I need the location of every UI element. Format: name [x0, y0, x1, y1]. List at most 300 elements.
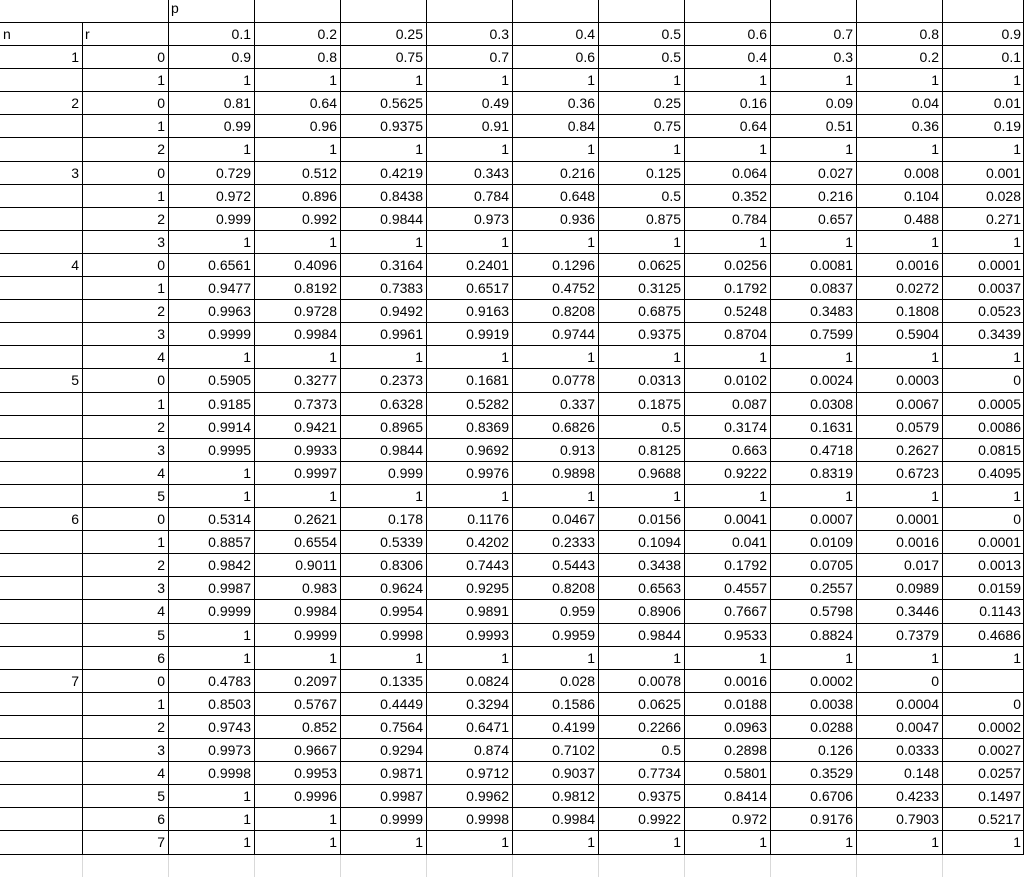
cumulative-probability: 0.3125	[638, 280, 681, 296]
cumulative-probability: 0.337	[559, 395, 595, 412]
cumulative-probability: 0.2898	[724, 742, 767, 758]
cumulative-probability: 0.6328	[380, 395, 423, 412]
cumulative-probability: 0.0156	[638, 511, 681, 527]
cumulative-probability: 0.9997	[294, 464, 337, 481]
cumulative-probability: 1	[243, 141, 251, 158]
r-value: 4	[157, 464, 165, 481]
cumulative-probability: 0.0256	[724, 256, 767, 273]
cumulative-probability: 0.9898	[552, 464, 595, 481]
cumulative-probability: 0.9998	[208, 765, 251, 782]
grid-column-line	[168, 0, 169, 855]
cumulative-probability: 0.7102	[552, 742, 595, 758]
cumulative-probability: 0.1143	[979, 603, 1021, 620]
cumulative-probability: 0.64	[309, 95, 337, 112]
cumulative-probability: 1	[329, 72, 337, 89]
cumulative-probability: 1	[673, 141, 681, 158]
cumulative-probability: 0.913	[559, 441, 595, 458]
cumulative-probability: 1	[931, 487, 939, 504]
cumulative-probability: 0.5904	[896, 326, 939, 343]
cumulative-probability: 0.4686	[978, 626, 1021, 643]
cumulative-probability: 0.6554	[294, 534, 337, 551]
cumulative-probability: 1	[243, 233, 251, 250]
cumulative-probability: 0.9477	[208, 280, 251, 296]
cumulative-probability: 0.8369	[466, 418, 509, 435]
cumulative-probability: 0.9963	[208, 303, 251, 320]
cumulative-probability: 0.7383	[380, 280, 423, 296]
cumulative-probability: 1	[931, 141, 939, 158]
cumulative-probability: 0.1497	[978, 788, 1021, 805]
cumulative-probability: 0.09	[825, 95, 853, 112]
cumulative-probability: 0.8857	[208, 534, 251, 551]
cumulative-probability: 1	[1013, 72, 1021, 89]
cumulative-probability: 0.2333	[552, 534, 595, 551]
cumulative-probability: 0.6561	[208, 256, 251, 273]
cumulative-probability: 0.343	[473, 164, 509, 181]
r-value: 0	[157, 164, 165, 181]
cumulative-probability: 0.973	[473, 210, 509, 227]
cumulative-probability: 0.9844	[638, 626, 681, 643]
cumulative-probability: 0.999	[387, 464, 423, 481]
r-value: 7	[157, 834, 165, 851]
r-value: 4	[157, 765, 165, 782]
cumulative-probability: 0.216	[817, 187, 853, 204]
cumulative-probability: 0.0579	[896, 418, 939, 435]
cumulative-probability: 0.9176	[810, 811, 853, 828]
cumulative-probability: 0.8192	[294, 280, 337, 296]
cumulative-probability: 0.999	[215, 210, 251, 227]
cumulative-probability: 0.9688	[638, 464, 681, 481]
cumulative-probability: 0.9421	[294, 418, 337, 435]
cumulative-probability: 0.0625	[638, 695, 681, 712]
cumulative-probability: 0.0308	[810, 395, 853, 412]
cumulative-probability: 0.36	[911, 118, 939, 135]
cumulative-probability: 1	[673, 233, 681, 250]
cumulative-probability: 0.8	[317, 49, 337, 65]
r-value: 2	[157, 418, 165, 435]
cumulative-probability: 0.1296	[552, 256, 595, 273]
r-value: 6	[157, 811, 165, 828]
cumulative-probability: 0.7443	[466, 557, 509, 574]
cumulative-probability: 0.4752	[552, 280, 595, 296]
cumulative-probability: 0.064	[731, 164, 767, 181]
r-value: 3	[157, 233, 165, 250]
cumulative-probability: 0.2557	[810, 580, 853, 597]
cumulative-probability: 0.5443	[552, 557, 595, 574]
cumulative-probability: 1	[931, 72, 939, 89]
cumulative-probability: 1	[673, 349, 681, 366]
cumulative-probability: 0.983	[301, 580, 337, 597]
cumulative-probability: 1	[759, 834, 767, 851]
cumulative-probability: 0.992	[301, 210, 337, 227]
cumulative-probability: 0.1808	[896, 303, 939, 320]
cumulative-probability: 0.5798	[810, 603, 853, 620]
cumulative-probability: 0.1	[1001, 49, 1021, 65]
cumulative-probability: 0.3277	[294, 372, 337, 389]
cumulative-probability: 0.9533	[724, 626, 767, 643]
cumulative-probability: 0.6	[575, 49, 595, 65]
grid-column-line	[168, 855, 169, 877]
grid-column-line	[82, 22, 83, 855]
cumulative-probability: 0.2621	[294, 511, 337, 527]
cumulative-probability: 0.008	[903, 164, 939, 181]
cumulative-probability: 0.0989	[896, 580, 939, 597]
cumulative-probability: 1	[415, 72, 423, 89]
r-value: 0	[157, 672, 165, 689]
cumulative-probability: 1	[931, 233, 939, 250]
r-value: 1	[157, 534, 165, 551]
grid-column-line	[340, 855, 341, 877]
cumulative-probability: 0.3529	[810, 765, 853, 782]
cumulative-probability: 1	[1013, 233, 1021, 250]
cumulative-probability: 0.4096	[294, 256, 337, 273]
cumulative-probability: 0.19	[993, 118, 1021, 135]
cumulative-probability: 1	[329, 233, 337, 250]
cumulative-probability: 0.0272	[896, 280, 939, 296]
cumulative-probability: 0.352	[731, 187, 767, 204]
cumulative-probability: 1	[845, 487, 853, 504]
cumulative-probability: 0.2	[919, 49, 939, 65]
cumulative-probability: 0.3446	[896, 603, 939, 620]
cumulative-probability: 0.8704	[724, 326, 767, 343]
grid-column-line	[598, 855, 599, 877]
cumulative-probability: 0.5801	[724, 765, 767, 782]
p-value-header: 0.5	[661, 26, 681, 42]
cumulative-probability: 0	[1013, 511, 1021, 527]
cumulative-probability: 0.7903	[896, 811, 939, 828]
cumulative-probability: 0.4557	[724, 580, 767, 597]
cumulative-probability: 0.0109	[810, 534, 853, 551]
r-value: 2	[157, 210, 165, 227]
cumulative-probability: 1	[587, 487, 595, 504]
p-value-header: 0.25	[395, 26, 423, 42]
cumulative-probability: 0.0824	[466, 672, 509, 689]
cumulative-probability: 0.0078	[638, 672, 681, 689]
cumulative-probability: 1	[501, 487, 509, 504]
cumulative-probability: 0.9375	[380, 118, 423, 135]
cumulative-probability: 0.9961	[380, 326, 423, 343]
cumulative-probability: 0.271	[985, 210, 1021, 227]
cumulative-probability: 0.84	[567, 118, 595, 135]
cumulative-probability: 0.9037	[552, 765, 595, 782]
cumulative-probability: 0.1631	[810, 418, 853, 435]
cumulative-probability: 1	[243, 649, 251, 666]
n-value: 7	[71, 672, 79, 689]
cumulative-probability: 0.9922	[638, 811, 681, 828]
cumulative-probability: 0.9998	[380, 626, 423, 643]
grid-column-line	[770, 855, 771, 877]
cumulative-probability: 0.0024	[810, 372, 853, 389]
cumulative-probability: 0.96	[309, 118, 337, 135]
n-value: 6	[71, 511, 79, 527]
cumulative-probability: 0.01	[993, 95, 1021, 112]
cumulative-probability: 1	[1013, 834, 1021, 851]
cumulative-probability: 1	[931, 349, 939, 366]
cumulative-probability: 0.5339	[380, 534, 423, 551]
cumulative-probability: 0.49	[481, 95, 509, 112]
cumulative-probability: 0.4199	[552, 718, 595, 735]
cumulative-probability: 0.9744	[552, 326, 595, 343]
cumulative-probability: 0.4233	[896, 788, 939, 805]
cumulative-probability: 0.0778	[552, 372, 595, 389]
cumulative-probability: 0.0038	[810, 695, 853, 712]
cumulative-probability: 0.3164	[380, 256, 423, 273]
cumulative-probability: 1	[673, 487, 681, 504]
grid-column-line	[942, 855, 943, 877]
cumulative-probability: 0.8306	[380, 557, 423, 574]
cumulative-probability: 1	[329, 487, 337, 504]
cumulative-probability: 0.9987	[380, 788, 423, 805]
cumulative-probability: 1	[845, 834, 853, 851]
cumulative-probability: 0.5	[661, 49, 681, 65]
cumulative-probability: 0.9842	[208, 557, 251, 574]
r-value: 2	[157, 303, 165, 320]
r-value: 1	[157, 280, 165, 296]
cumulative-probability: 0.9891	[466, 603, 509, 620]
cumulative-probability: 1	[587, 834, 595, 851]
cumulative-probability: 0.1094	[638, 534, 681, 551]
cumulative-probability: 1	[329, 141, 337, 158]
cumulative-probability: 1	[415, 834, 423, 851]
cumulative-probability: 1	[845, 72, 853, 89]
cumulative-probability: 1	[759, 141, 767, 158]
cumulative-probability: 0.9954	[380, 603, 423, 620]
cumulative-probability: 0	[1013, 695, 1021, 712]
p-value-header: 0.6	[747, 26, 767, 42]
cumulative-probability: 0.5905	[208, 372, 251, 389]
cumulative-probability: 0.9999	[380, 811, 423, 828]
cumulative-probability: 0.3439	[978, 326, 1021, 343]
cumulative-probability: 0.99	[223, 118, 251, 135]
cumulative-probability: 0.9871	[380, 765, 423, 782]
cumulative-probability: 0.0313	[638, 372, 681, 389]
cumulative-probability: 0.0016	[724, 672, 767, 689]
cumulative-probability: 0.1335	[380, 672, 423, 689]
cumulative-probability: 0.9984	[294, 326, 337, 343]
cumulative-probability: 0.512	[301, 164, 337, 181]
cumulative-probability: 1	[759, 72, 767, 89]
cumulative-probability: 0.936	[559, 210, 595, 227]
cumulative-probability: 0.0041	[724, 511, 767, 527]
grid-column-line	[770, 0, 771, 855]
cumulative-probability: 0.9987	[208, 580, 251, 597]
cumulative-probability: 0.001	[985, 164, 1021, 181]
cumulative-probability: 0.16	[739, 95, 767, 112]
cumulative-probability: 0.896	[301, 187, 337, 204]
r-value: 2	[157, 718, 165, 735]
r-value: 5	[157, 788, 165, 805]
cumulative-probability: 0.1681	[466, 372, 509, 389]
cumulative-probability: 0.3294	[466, 695, 509, 712]
grid-column-line	[254, 855, 255, 877]
cumulative-probability: 1	[243, 464, 251, 481]
cumulative-probability: 1	[415, 649, 423, 666]
r-value: 1	[157, 395, 165, 412]
cumulative-probability: 0.0963	[724, 718, 767, 735]
cumulative-probability: 0.0188	[724, 695, 767, 712]
r-value: 0	[157, 372, 165, 389]
cumulative-probability: 0.0005	[978, 395, 1021, 412]
cumulative-probability: 0.8208	[552, 303, 595, 320]
cumulative-probability: 0.9624	[380, 580, 423, 597]
cumulative-probability: 0.9993	[466, 626, 509, 643]
cumulative-probability: 0.0837	[810, 280, 853, 296]
cumulative-probability: 0.8438	[380, 187, 423, 204]
cumulative-probability: 0.4219	[380, 164, 423, 181]
cumulative-probability: 0.4095	[978, 464, 1021, 481]
cumulative-probability: 0.2627	[896, 441, 939, 458]
cumulative-probability: 1	[243, 788, 251, 805]
cumulative-probability: 0.9692	[466, 441, 509, 458]
cumulative-probability: 1	[501, 349, 509, 366]
cumulative-probability: 0.9959	[552, 626, 595, 643]
p-value-header: 0.3	[489, 26, 509, 42]
cumulative-probability: 0.4783	[208, 672, 251, 689]
cumulative-probability: 0.5	[661, 418, 681, 435]
p-value-header: 0.9	[1001, 26, 1021, 42]
cumulative-probability: 0.6471	[466, 718, 509, 735]
cumulative-probability: 0.81	[223, 95, 251, 112]
cumulative-probability: 0.4	[747, 49, 767, 65]
n-value: 3	[71, 164, 79, 181]
cumulative-probability: 0.0159	[978, 580, 1021, 597]
cumulative-probability: 0.91	[481, 118, 509, 135]
cumulative-probability: 0.25	[653, 95, 681, 112]
cumulative-probability: 1	[501, 233, 509, 250]
cumulative-probability: 0.028	[985, 187, 1021, 204]
cumulative-probability: 0.0257	[978, 765, 1021, 782]
r-value: 5	[157, 487, 165, 504]
r-value: 1	[157, 695, 165, 712]
r-value: 2	[157, 141, 165, 158]
r-value: 6	[157, 649, 165, 666]
cumulative-probability: 1	[845, 233, 853, 250]
cumulative-probability: 1	[931, 649, 939, 666]
cumulative-probability: 0.5767	[294, 695, 337, 712]
p-value-header: 0.4	[575, 26, 595, 42]
cumulative-probability: 0.9294	[380, 742, 423, 758]
cumulative-probability: 0.7564	[380, 718, 423, 735]
cumulative-probability: 0.9728	[294, 303, 337, 320]
cumulative-probability: 0.648	[559, 187, 595, 204]
cumulative-probability: 0.5	[661, 742, 681, 758]
cumulative-probability: 0.0705	[810, 557, 853, 574]
cumulative-probability: 0.216	[559, 164, 595, 181]
cumulative-probability: 0.9976	[466, 464, 509, 481]
cumulative-probability: 0.0007	[810, 511, 853, 527]
r-label: r	[85, 26, 90, 42]
cumulative-probability: 0.178	[387, 511, 423, 527]
r-value: 3	[157, 742, 165, 758]
cumulative-probability: 0.3483	[810, 303, 853, 320]
cumulative-probability: 0.6563	[638, 580, 681, 597]
cumulative-probability: 1	[845, 349, 853, 366]
p-value-header: 0.7	[833, 26, 853, 42]
cumulative-probability: 0.0002	[810, 672, 853, 689]
cumulative-probability: 0.9163	[466, 303, 509, 320]
cumulative-probability: 1	[759, 649, 767, 666]
cumulative-probability: 1	[415, 487, 423, 504]
p-value-header: 0.2	[317, 26, 337, 42]
cumulative-probability: 0.3438	[638, 557, 681, 574]
cumulative-probability: 0.0001	[978, 256, 1021, 273]
cumulative-probability: 1	[415, 233, 423, 250]
cumulative-probability: 0.0047	[896, 718, 939, 735]
cumulative-probability: 1	[673, 834, 681, 851]
r-value: 0	[157, 511, 165, 527]
cumulative-probability: 0.663	[731, 441, 767, 458]
cumulative-probability: 0.4449	[380, 695, 423, 712]
cumulative-probability: 1	[845, 141, 853, 158]
cumulative-probability: 0.0815	[978, 441, 1021, 458]
cumulative-probability: 0.0625	[638, 256, 681, 273]
cumulative-probability: 0.9953	[294, 765, 337, 782]
cumulative-probability: 0.9984	[294, 603, 337, 620]
cumulative-probability: 0.7599	[810, 326, 853, 343]
cumulative-probability: 0.9999	[294, 626, 337, 643]
cumulative-probability: 0.1176	[467, 511, 509, 527]
cumulative-probability: 0.5	[661, 187, 681, 204]
cumulative-probability: 0.657	[817, 210, 853, 227]
cumulative-probability: 0.9973	[208, 742, 251, 758]
r-value: 0	[157, 49, 165, 65]
cumulative-probability: 0.0333	[896, 742, 939, 758]
cumulative-probability: 1	[243, 811, 251, 828]
r-value: 4	[157, 349, 165, 366]
cumulative-probability: 0.9667	[294, 742, 337, 758]
cumulative-probability: 0.017	[903, 557, 939, 574]
cumulative-probability: 0.2373	[380, 372, 423, 389]
cumulative-probability: 0.9984	[552, 811, 595, 828]
cumulative-probability: 0.0016	[896, 534, 939, 551]
grid-column-line	[512, 855, 513, 877]
grid-column-line	[684, 855, 685, 877]
cumulative-probability: 0.2401	[466, 256, 509, 273]
cumulative-probability: 0.8906	[638, 603, 681, 620]
p-label: p	[171, 0, 179, 16]
n-value: 4	[71, 256, 79, 273]
cumulative-probability: 0.027	[817, 164, 853, 181]
r-value: 1	[157, 118, 165, 135]
cumulative-probability: 0.9844	[380, 210, 423, 227]
cumulative-probability: 0.972	[215, 187, 251, 204]
cumulative-probability: 0.0013	[978, 557, 1021, 574]
cumulative-probability: 1	[587, 141, 595, 158]
cumulative-probability: 0.6723	[896, 464, 939, 481]
r-value: 0	[157, 95, 165, 112]
grid-column-line	[684, 0, 685, 855]
cumulative-probability: 0.5217	[978, 811, 1021, 828]
cumulative-probability: 0.9	[231, 49, 251, 65]
cumulative-probability: 1	[243, 626, 251, 643]
cumulative-probability: 0.0004	[896, 695, 939, 712]
cumulative-probability: 0.0467	[552, 511, 595, 527]
cumulative-probability: 1	[415, 141, 423, 158]
cumulative-probability: 0.5625	[380, 95, 423, 112]
cumulative-probability: 0.1792	[724, 557, 767, 574]
cumulative-probability: 0.784	[731, 210, 767, 227]
cumulative-probability: 1	[329, 834, 337, 851]
grid-column-line	[426, 855, 427, 877]
cumulative-probability: 1	[243, 72, 251, 89]
cumulative-probability: 0.6826	[552, 418, 595, 435]
cumulative-probability: 0.0086	[978, 418, 1021, 435]
cumulative-probability: 0.0037	[978, 280, 1021, 296]
cumulative-probability: 0.087	[731, 395, 767, 412]
cumulative-probability: 0.1875	[638, 395, 681, 412]
cumulative-probability: 0.148	[903, 765, 939, 782]
n-value: 2	[71, 95, 79, 112]
r-value: 2	[157, 557, 165, 574]
